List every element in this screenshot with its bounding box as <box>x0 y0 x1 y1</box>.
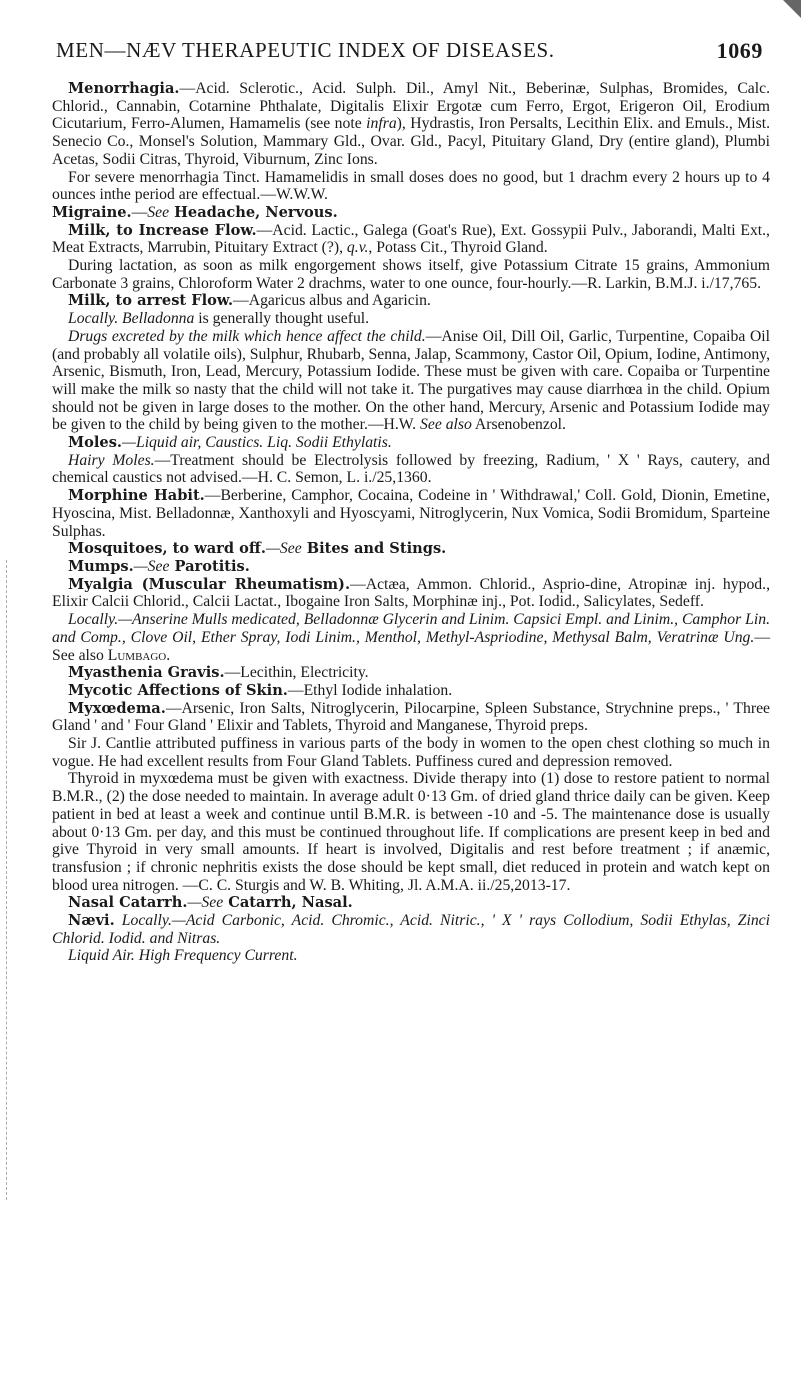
entry-paragraph <box>52 611 770 664</box>
entry-term: Myasthenia Gravis. <box>68 664 225 682</box>
entry-text: —Treatment should be Electrolysis followed by freezing, Radium, ' X ' Rays, cautery, and chemical caustics not advised.—H. C. Semon, L. i./25,1360. <box>52 451 770 487</box>
entry-text: —Berberine, Camphor, Cocaina, Codeine in ' Withdrawal,' Coll. Gold, Dionin, Emetine, Hyoscina, Mist. Belladonnæ, Xanthoxyli and Hyoscyami, Nitroglycerin, Nux Vomica, Sodii Bromidum, Sparteine Sulphas. <box>52 487 770 540</box>
entry-text: —See also <box>52 628 770 664</box>
entry-text: —Acid. Lactic., Galega (Goat's Rue), Ext. Gossypii Pulv., Jaborandi, Malti Ext., Meat Extracts, Marrubin, Pituitary Extract (?), <box>52 221 770 257</box>
entry-italic: Belladonna <box>122 310 195 328</box>
cross-ref: Lumbago. <box>107 646 171 664</box>
entry-menorrhagia <box>52 80 770 169</box>
entry-term: Moles. <box>68 434 123 452</box>
entry-mosquitoes <box>52 540 770 558</box>
entry-term: Nasal Catarrh. <box>68 894 188 912</box>
entry-italic: Locally.—Anserine Mulls medicated, Belladonnæ Glycerin and Linim. Capsici Empl. and Linim., Camphor Lin. and Comp., Clove Oil, Ether Spray, Iodi Linim., Menthol, Methyl-Aspriodine, Methysal Balm, Veratrinæ Ung. <box>52 611 770 646</box>
entry-italic: Locally. <box>68 310 119 328</box>
entry-italic: Hairy Moles. <box>68 451 155 469</box>
entry-mycotic <box>52 682 770 700</box>
entry-milk-increase <box>52 222 770 257</box>
see-ref: —See <box>187 894 224 912</box>
entry-paragraph: For severe menorrhagia Tinct. Hamamelidis in small doses does no good, but 1 drachm every 2 hours up to 4 ounces inthe period are effectual.—W.W.W. <box>52 168 770 204</box>
entry-text: is generally thought useful. <box>194 310 370 328</box>
cross-ref: Headache, Nervous. <box>169 203 338 221</box>
entry-text: —Lecithin, Electricity. <box>224 664 369 682</box>
entry-term: Myxœdema. <box>68 699 166 717</box>
entry-italic: infra <box>366 115 397 133</box>
entry-term: Mumps. <box>68 557 134 575</box>
see-ref: —See <box>133 557 170 575</box>
entry-italic: Locally.—Acid Carbonic, Acid. Chromic., Acid. Nitric., ' X ' rays Collodium, Sodii Ethylas, Zinci Chlorid. Iodid. and Nitras. <box>52 912 770 947</box>
cross-ref: Parotitis. <box>169 557 250 575</box>
running-header <box>56 38 763 68</box>
entry-milk-arrest <box>52 292 770 310</box>
entry-text: ), Hydrastis, Iron Persalts, Lecithin Elix. and Emuls., Mist. Senecio Co., Monsel's Solution, Mammary Gld., Ovar. Gld., Pacyl, Pituitary Gland, Dry (entire gland), Plumbi Acetas, Sodii Citras, Thyroid, Viburnum, Zinc Ions. <box>52 115 770 168</box>
see-ref: See also <box>420 416 472 434</box>
entry-moles <box>52 434 770 452</box>
entry-paragraph: During lactation, as soon as milk engorgement shows itself, give Potassium Citrate 15 grains, Ammonium Carbonate 3 grains, Chloroform Water 2 drachms, water to one ounce, four-hourly.—R. Larkin, B.M.J. i./17,765. <box>52 257 770 292</box>
entry-term: Nævi. <box>68 912 115 930</box>
entry-mumps <box>52 558 770 576</box>
entry-term: Migraine. <box>52 203 132 221</box>
entry-myalgia <box>52 576 770 611</box>
index-body <box>52 80 770 965</box>
entry-text: —Anise Oil, Dill Oil, Garlic, Turpentine, Copaiba Oil (and probably all volatile oils), Sulphur, Rhubarb, Senna, Jalap, Scammony, Castor Oil, Opium, Iodine, Antimony, Arsenic, Bismuth, Iron, Lead, Mercury, Potassium Iodide. These must be given with care. Copaiba or Turpentine will make the milk so nasty that the child will not take it. The purgatives may cause diarrhœa in the child. Opium should not be given in large doses to the mother. On the other hand, Mercury, Arsenic and Potassium Iodide may be given to the child by being given to the mother.—H.W. <box>52 327 771 434</box>
entry-naevi <box>52 912 770 947</box>
entry-paragraph: Sir J. Cantlie attributed puffiness in various parts of the body in women to the open chest clothing so much in vogue. He had excellent results from Four Gland Tablets. Puffiness cured and depression removed. <box>52 735 770 770</box>
entry-term: Morphine Habit. <box>68 487 205 505</box>
entry-myxoedema <box>52 700 770 735</box>
entry-term: Menorrhagia. <box>68 80 180 97</box>
entry-paragraph <box>52 452 770 487</box>
entry-term: Milk, to arrest Flow. <box>68 292 234 310</box>
cross-ref: Bites and Stings. <box>301 540 447 558</box>
entry-text: —Acid. Sclerotic., Acid. Sulph. Dil., Amyl Nit., Beberinæ, Sulphas, Bromides, Calc. Chlorid., Cannabin, Cotarnine Phthalate, Digitalis Elixir Ergotæ cum Ferro, Ergot, Erigeron Oil, Erodium Cicutarium, Ferro-Alumen, Hamamelis (see note <box>52 80 770 133</box>
entry-text: —Agaricus albus and Agaricin. <box>233 292 431 310</box>
entry-paragraph <box>52 947 770 965</box>
see-ref: —See <box>265 540 302 558</box>
entry-text: —Actæa, Ammon. Chlorid., Asprio-dine, Atropinæ inj. hypod., Elixir Calcii Chlorid., Calcii Lactat., Ibogaine Iron Salts, Morphinæ inj., Pot. Iodid., Salicylates, Sedeff. <box>52 575 770 611</box>
entry-italic: q.v. <box>346 239 369 257</box>
entry-term: Myalgia (Muscular Rheumatism). <box>68 575 351 593</box>
entry-morphine <box>52 487 770 540</box>
entry-text: —Ethyl Iodide inhalation. <box>287 681 453 699</box>
entry-term: Mycotic Affections of Skin. <box>68 681 288 699</box>
entry-term: Mosquitoes, to ward off. <box>68 540 266 558</box>
running-title: MEN—NÆV THERAPEUTIC INDEX OF DISEASES. <box>56 38 555 62</box>
page-binding-edge <box>6 560 7 1200</box>
entry-italic: Drugs excreted by the milk which hence affect the child. <box>68 327 426 345</box>
entry-text: —Arsenic, Iron Salts, Nitroglycerin, Pilocarpine, Spleen Substance, Strychnine preps., ' Three Gland ' and ' Four Gland ' Elixir and Tablets, Thyroid and Manganese, Thyroid preps. <box>52 699 770 735</box>
page-corner-fold <box>783 0 801 18</box>
entry-migraine: Migraine.—See Headache, Nervous. <box>52 203 338 221</box>
entry-nasal <box>52 894 770 912</box>
entry-paragraph <box>52 328 770 434</box>
entry-myasthenia <box>52 664 770 682</box>
entry-paragraph <box>52 310 770 328</box>
entry-text: , Potass Cit., Thyroid Gland. <box>368 239 548 257</box>
entry-italic: —Liquid air, Caustics. Liq. Sodii Ethylatis. <box>122 434 392 452</box>
page-number: 1069 <box>716 38 763 63</box>
entry-term: Milk, to Increase Flow. <box>68 221 257 239</box>
entry-paragraph: Thyroid in myxœdema must be given with exactness. Divide therapy into (1) dose to restore patient to normal B.M.R., (2) the dose needed to maintain. In average adult 0·13 Gm. of dried gland thrice daily can be given. Keep patient in bed at least a week and continue until B.M.R. is between -10 and -5. The maintenance dose is usually about 0·13 Gm. per day, and this must be continued throughout life. If complications are present keep in bed and give Thyroid in very small amounts. If heart is involved, Digitalis and rest before treatment ; if anæmic, transfusion ; if chronic nephritis exists the dose should be kept small, diet reduced in protein and watch kept on blood urea nitrogen. —C. C. Sturgis and W. B. Whiting, Jl. A.M.A. ii./25,2013-17. <box>52 770 770 894</box>
see-ref: See <box>147 203 170 221</box>
cross-ref: Catarrh, Nasal. <box>223 894 353 912</box>
entry-text: Arsenobenzol. <box>471 416 566 434</box>
entry-italic: Liquid Air. High Frequency Current. <box>68 947 298 965</box>
